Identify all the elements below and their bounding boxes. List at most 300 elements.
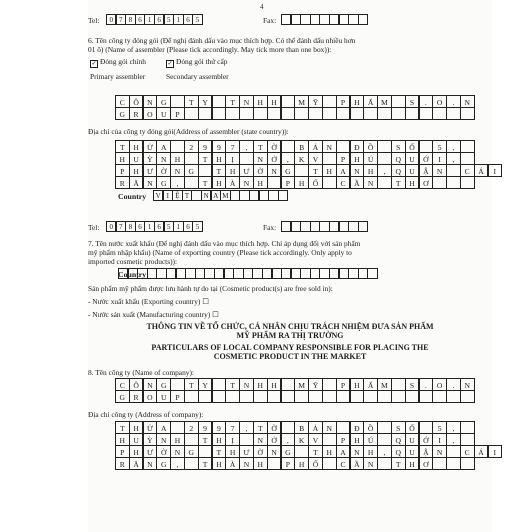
char-box: , xyxy=(446,152,461,165)
char-box: , xyxy=(377,445,392,458)
char-box: M xyxy=(294,378,309,391)
char-box: T xyxy=(308,164,323,177)
char-box xyxy=(322,107,337,120)
char-box xyxy=(322,457,337,470)
char-box: Ở xyxy=(267,152,282,165)
char-box: P xyxy=(115,445,130,458)
char-box xyxy=(350,390,365,403)
char-box: , xyxy=(239,421,254,434)
fax-grid-2[interactable] xyxy=(281,221,367,232)
char-box: T xyxy=(198,433,213,446)
char-box: 1 xyxy=(144,221,154,232)
char-box: Á xyxy=(474,445,489,458)
char-box: Ú xyxy=(363,433,378,446)
char-box: C xyxy=(336,176,351,189)
char-box xyxy=(184,176,199,189)
char-box xyxy=(278,190,288,201)
char-box: G xyxy=(281,164,296,177)
char-box: O xyxy=(143,390,158,403)
char-box: Ờ xyxy=(156,164,171,177)
char-box: 6 xyxy=(154,14,164,25)
tel-grid[interactable] xyxy=(106,14,202,25)
char-box: Ơ xyxy=(419,457,434,470)
char-box: V xyxy=(153,190,163,201)
char-box: H xyxy=(294,457,309,470)
char-box: U xyxy=(405,152,420,165)
char-box: Ở xyxy=(267,433,282,446)
char-box: Ố xyxy=(405,421,420,434)
char-box xyxy=(198,390,213,403)
char-box: H xyxy=(405,176,420,189)
page-margin-left xyxy=(0,0,88,532)
local-heading-en-1: PARTICULARS OF LOCAL COMPANY RESPONSIBLE FOR PLACING THE xyxy=(151,343,429,352)
char-box xyxy=(377,390,392,403)
char-box: 8 xyxy=(125,221,135,232)
char-box: N xyxy=(322,140,337,153)
char-box: T xyxy=(115,140,130,153)
char-box: H xyxy=(129,445,144,458)
char-box: P xyxy=(115,164,130,177)
char-box: Ẩ xyxy=(363,378,378,391)
char-box: G xyxy=(115,107,130,120)
char-box: I xyxy=(432,433,447,446)
char-box: T xyxy=(115,421,130,434)
char-box: H xyxy=(253,378,268,391)
char-box: 5 xyxy=(432,421,447,434)
char-box: Ư xyxy=(239,164,254,177)
char-box: 1 xyxy=(173,221,183,232)
char-box: H xyxy=(170,152,185,165)
char-box: T xyxy=(225,95,240,108)
assembler-country-grid[interactable] xyxy=(153,190,287,201)
char-box: N xyxy=(239,457,254,470)
char-box: Ờ xyxy=(253,445,268,458)
local-heading-en-2: COSMETIC PRODUCT IN THE MARKET xyxy=(213,352,367,361)
char-box: Q xyxy=(391,433,406,446)
char-box: 6 xyxy=(183,14,193,25)
char-box: G xyxy=(156,457,171,470)
char-box xyxy=(322,390,337,403)
char-box xyxy=(460,176,475,189)
char-box: H xyxy=(115,433,130,446)
primary-assembler-option[interactable] xyxy=(90,57,146,68)
char-box xyxy=(377,457,392,470)
char-box: H xyxy=(253,176,268,189)
char-box: 9 xyxy=(212,421,227,434)
char-box: N xyxy=(460,95,475,108)
char-box: Ả xyxy=(308,140,323,153)
char-box: Ờ xyxy=(267,140,282,153)
tel-grid-2[interactable] xyxy=(106,221,202,232)
char-box: A xyxy=(336,445,351,458)
char-box: H xyxy=(350,433,365,446)
char-box: V xyxy=(308,433,323,446)
char-box: H xyxy=(267,95,282,108)
char-box xyxy=(446,390,461,403)
secondary-assembler-option[interactable] xyxy=(166,57,227,68)
char-box: Ô xyxy=(129,378,144,391)
char-box: N xyxy=(239,176,254,189)
char-box xyxy=(419,390,434,403)
char-box: 5 xyxy=(192,221,202,232)
char-box: H xyxy=(129,164,144,177)
char-box: N xyxy=(432,445,447,458)
char-box: G xyxy=(115,390,130,403)
char-box xyxy=(239,107,254,120)
char-box: H xyxy=(225,445,240,458)
char-box: Ô xyxy=(129,95,144,108)
char-box: Ồ xyxy=(363,140,378,153)
char-box: , xyxy=(170,457,185,470)
char-box xyxy=(432,176,447,189)
fax-grid[interactable] xyxy=(281,14,367,25)
char-box: Ă xyxy=(129,176,144,189)
char-box xyxy=(184,390,199,403)
char-box: 5 xyxy=(192,14,202,25)
char-box: Ú xyxy=(363,152,378,165)
char-box: , xyxy=(446,421,461,434)
char-box: U xyxy=(405,445,420,458)
char-box xyxy=(308,390,323,403)
char-box: T xyxy=(253,421,268,434)
char-box xyxy=(225,390,240,403)
char-box: N xyxy=(156,433,171,446)
char-box: 8 xyxy=(125,14,135,25)
char-box: À xyxy=(225,176,240,189)
char-box: Y xyxy=(198,378,213,391)
char-box: B xyxy=(294,421,309,434)
char-box: 7 xyxy=(116,221,126,232)
char-box: , xyxy=(377,164,392,177)
char-box: N xyxy=(143,457,158,470)
char-box: M xyxy=(377,378,392,391)
char-box: K xyxy=(294,152,309,165)
char-box: G xyxy=(184,164,199,177)
secondary-checkbox[interactable]: ✓ xyxy=(167,61,173,67)
char-box: U xyxy=(156,390,171,403)
char-box: Ỳ xyxy=(143,433,158,446)
char-box: Ử xyxy=(143,421,158,434)
char-box: I xyxy=(163,190,173,201)
char-box: Ờ xyxy=(267,421,282,434)
char-box: B xyxy=(294,140,309,153)
char-box: N xyxy=(363,457,378,470)
char-box xyxy=(460,457,475,470)
char-box: 7 xyxy=(225,140,240,153)
char-box: Ỹ xyxy=(308,378,323,391)
char-box: T xyxy=(308,445,323,458)
secondary-en-label: Secondary assembler xyxy=(166,72,229,81)
char-box xyxy=(432,107,447,120)
char-box: Y xyxy=(198,95,213,108)
char-box xyxy=(460,107,475,120)
char-box xyxy=(446,107,461,120)
char-box: 0 xyxy=(106,14,116,25)
assembler-address-label: Địa chỉ của công ty đóng gói(Address of assembler (state country)): xyxy=(88,127,289,136)
char-box: Ố xyxy=(308,176,323,189)
char-box: . xyxy=(446,95,461,108)
company-address-label: Địa chỉ công ty (Address of company): xyxy=(88,410,204,419)
exporting-line2: mỹ phẩm nhập khẩu) (Name of exporting country (Please tick accordingly. Only apply to xyxy=(88,248,352,257)
char-box: Q xyxy=(391,445,406,458)
char-box: H xyxy=(350,152,365,165)
char-box: Ồ xyxy=(363,421,378,434)
char-box: 2 xyxy=(184,140,199,153)
char-box: U xyxy=(405,433,420,446)
char-box: G xyxy=(281,445,296,458)
char-box: T xyxy=(391,457,406,470)
char-box: M xyxy=(377,95,392,108)
char-box xyxy=(184,457,199,470)
char-box: T xyxy=(184,95,199,108)
char-box: Ử xyxy=(143,140,158,153)
char-box: N xyxy=(267,164,282,177)
exporting-country-option[interactable]: - Nước xuất khẩu (Exporting country) ☐ xyxy=(88,297,209,306)
char-box: N xyxy=(170,164,185,177)
char-box: Ỳ xyxy=(143,152,158,165)
char-box: P xyxy=(281,457,296,470)
char-box xyxy=(336,107,351,120)
char-box: P xyxy=(170,107,185,120)
char-box: S xyxy=(391,140,406,153)
char-box xyxy=(336,390,351,403)
char-box: N xyxy=(267,445,282,458)
char-box: O xyxy=(432,378,447,391)
char-box xyxy=(294,107,309,120)
char-box: N xyxy=(322,421,337,434)
page-number: 4 xyxy=(260,3,264,11)
char-box: T xyxy=(212,164,227,177)
char-box: G xyxy=(156,176,171,189)
char-box: H xyxy=(212,176,227,189)
char-box: P xyxy=(336,95,351,108)
char-box: H xyxy=(350,378,365,391)
char-box: H xyxy=(363,164,378,177)
char-box: À xyxy=(225,457,240,470)
assembler-country-label: Country xyxy=(118,192,147,201)
char-box: Ả xyxy=(308,421,323,434)
char-box: G xyxy=(156,378,171,391)
assembler-section-line1: 6. Tên công ty đóng gói (Để nghị đánh dấu vào mục thích hợp. Có thể đánh dấu nhiều hơn xyxy=(88,36,356,45)
company-address-row4[interactable] xyxy=(115,457,474,470)
char-box xyxy=(281,390,296,403)
char-box: S xyxy=(391,421,406,434)
char-box: Ậ xyxy=(419,164,434,177)
assembler-name-row2[interactable] xyxy=(115,107,474,120)
char-box: Ơ xyxy=(419,176,434,189)
char-box: A xyxy=(336,164,351,177)
char-box: 0 xyxy=(106,221,116,232)
char-box: N xyxy=(170,445,185,458)
char-box xyxy=(460,390,475,403)
char-box: H xyxy=(170,433,185,446)
char-box: Ớ xyxy=(419,152,434,165)
char-box: T xyxy=(184,378,199,391)
char-box xyxy=(405,390,420,403)
char-box: N xyxy=(143,378,158,391)
char-box: G xyxy=(184,445,199,458)
char-box: 7 xyxy=(225,421,240,434)
local-heading-vi-2: MỸ PHẨM RA THỊ TRƯỜNG xyxy=(236,331,344,340)
exporting-country-grid[interactable] xyxy=(118,268,377,279)
char-box: Đ xyxy=(350,140,365,153)
char-box: , xyxy=(446,140,461,153)
char-box: T xyxy=(182,190,192,201)
char-box: , xyxy=(281,152,296,165)
char-box: N xyxy=(350,164,365,177)
char-box: N xyxy=(239,378,254,391)
tel-label-2: Tel: xyxy=(88,223,100,232)
char-box: U xyxy=(129,152,144,165)
char-box: A xyxy=(211,190,221,201)
char-box: M xyxy=(294,95,309,108)
char-box: 6 xyxy=(135,14,145,25)
char-box: H xyxy=(322,164,337,177)
char-box: A xyxy=(156,421,171,434)
fax-label: Fax: xyxy=(263,16,277,25)
char-box: C xyxy=(460,164,475,177)
char-box xyxy=(350,107,365,120)
char-box xyxy=(184,107,199,120)
tel-label: Tel: xyxy=(88,16,100,25)
char-box: Ờ xyxy=(156,445,171,458)
char-box: Ố xyxy=(405,140,420,153)
manufacturing-country-option[interactable]: - Nước sản xuất (Manufacturing country) ☐ xyxy=(88,310,219,319)
char-box: Ệ xyxy=(172,190,182,201)
char-box: N xyxy=(143,176,158,189)
char-box: Đ xyxy=(350,421,365,434)
char-box: N xyxy=(201,190,211,201)
char-box: N xyxy=(432,164,447,177)
char-box: Ị xyxy=(225,433,240,446)
char-box: . xyxy=(419,95,434,108)
char-box: Ớ xyxy=(419,433,434,446)
char-box xyxy=(363,107,378,120)
char-box: S xyxy=(405,95,420,108)
char-box: Ầ xyxy=(350,176,365,189)
char-box: Ư xyxy=(239,445,254,458)
char-box: P xyxy=(281,176,296,189)
char-box: T xyxy=(198,457,213,470)
char-box: N xyxy=(239,95,254,108)
char-box: C xyxy=(460,445,475,458)
char-box: K xyxy=(294,433,309,446)
char-box: Q xyxy=(391,164,406,177)
char-box: H xyxy=(363,445,378,458)
primary-vi-label: Đóng gói chính xyxy=(100,57,146,66)
char-box xyxy=(267,107,282,120)
char-box: H xyxy=(212,152,227,165)
char-box: T xyxy=(198,152,213,165)
char-box: , xyxy=(281,433,296,446)
char-box: H xyxy=(294,176,309,189)
char-box: M xyxy=(220,190,230,201)
char-box: H xyxy=(129,140,144,153)
char-box xyxy=(225,107,240,120)
char-box: N xyxy=(253,152,268,165)
char-box: Ố xyxy=(308,457,323,470)
char-box xyxy=(367,268,377,279)
char-box: G xyxy=(156,95,171,108)
char-box: C xyxy=(115,95,130,108)
char-box: Ư xyxy=(143,445,158,458)
exporting-line3: imported cosmetic products)): xyxy=(88,257,178,266)
char-box: H xyxy=(115,152,130,165)
char-box xyxy=(446,176,461,189)
char-box: O xyxy=(432,95,447,108)
char-box xyxy=(322,176,337,189)
char-box: Á xyxy=(474,164,489,177)
char-box: I xyxy=(432,152,447,165)
char-box xyxy=(405,107,420,120)
char-box: 1 xyxy=(144,14,154,25)
char-box: O xyxy=(143,107,158,120)
char-box: N xyxy=(350,445,365,458)
char-box: U xyxy=(129,433,144,446)
char-box: C xyxy=(336,457,351,470)
char-box: H xyxy=(212,433,227,446)
char-box: T xyxy=(391,176,406,189)
assembler-address-row4[interactable] xyxy=(115,176,474,189)
char-box: . xyxy=(446,378,461,391)
char-box: Q xyxy=(391,152,406,165)
char-box: 5 xyxy=(432,140,447,153)
char-box xyxy=(432,457,447,470)
char-box xyxy=(391,390,406,403)
char-box: C xyxy=(115,378,130,391)
char-box: R xyxy=(115,457,130,470)
char-box: H xyxy=(322,445,337,458)
char-box: P xyxy=(336,152,351,165)
char-box xyxy=(212,107,227,120)
char-box: H xyxy=(253,95,268,108)
char-box: 5 xyxy=(164,221,174,232)
char-box: H xyxy=(129,421,144,434)
char-box: N xyxy=(460,378,475,391)
char-box xyxy=(377,107,392,120)
char-box: Ờ xyxy=(253,164,268,177)
char-box xyxy=(253,390,268,403)
char-box xyxy=(419,107,434,120)
char-box: T xyxy=(212,445,227,458)
free-sale-line: Sản phẩm mỹ phẩm được lưu hành tự do tại (Cosmetic product(s) are free sold in): xyxy=(88,284,333,293)
local-heading-vi-1: THÔNG TIN VỀ TỔ CHỨC, CÁ NHÂN CHỊU TRÁCH NHIỆM ĐƯA SẢN PHẨM xyxy=(146,322,434,331)
char-box: Ầ xyxy=(350,457,365,470)
exporting-line1: 7. Tên nước xuất khẩu (Để nghị đánh dấu vào mục thích hợp. Chỉ áp dụng đối với sản phẩm xyxy=(88,239,361,248)
char-box: 7 xyxy=(116,14,126,25)
char-box: Ậ xyxy=(419,445,434,458)
char-box: . xyxy=(419,378,434,391)
char-box: H xyxy=(267,378,282,391)
char-box: T xyxy=(225,378,240,391)
char-box xyxy=(377,176,392,189)
char-box: , xyxy=(170,176,185,189)
char-box xyxy=(212,390,227,403)
char-box: Ẩ xyxy=(363,95,378,108)
char-box xyxy=(267,390,282,403)
primary-checkbox[interactable]: ✓ xyxy=(91,61,97,67)
company-name-row2[interactable] xyxy=(115,390,474,403)
char-box: N xyxy=(156,152,171,165)
char-box xyxy=(267,457,282,470)
char-box: R xyxy=(129,390,144,403)
char-box: N xyxy=(363,176,378,189)
char-box: 6 xyxy=(135,221,145,232)
char-box: P xyxy=(170,390,185,403)
char-box: N xyxy=(143,95,158,108)
char-box: Ư xyxy=(143,164,158,177)
char-box xyxy=(267,176,282,189)
